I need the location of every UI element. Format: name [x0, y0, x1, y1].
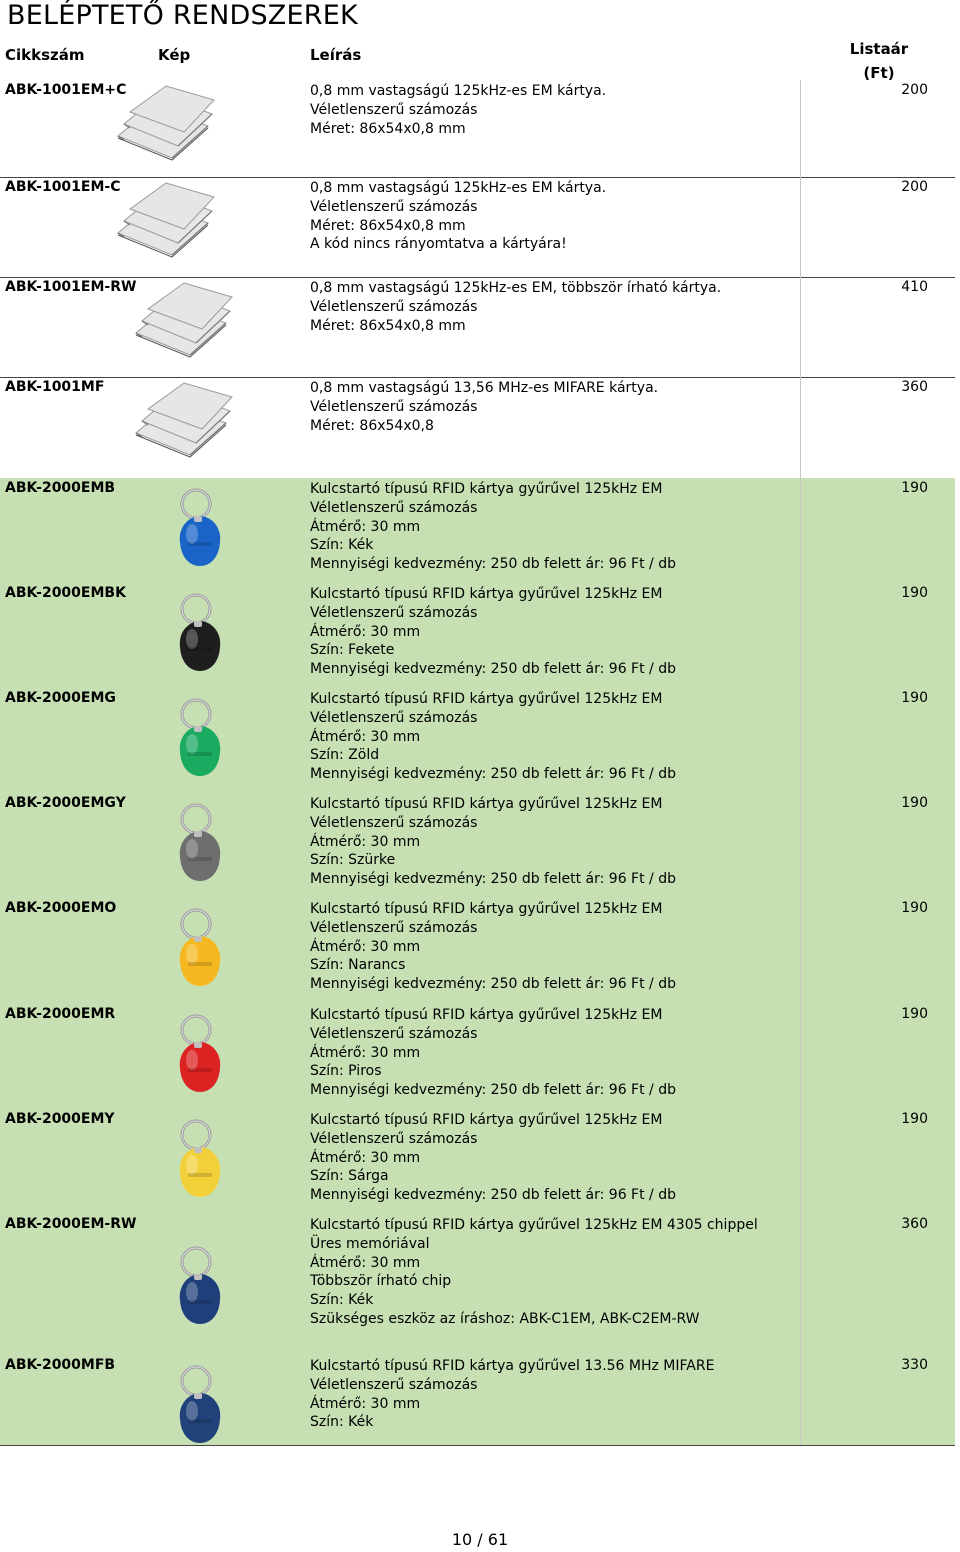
header-image: Kép	[158, 46, 191, 64]
product-price: 190	[901, 900, 928, 916]
table-row	[0, 1109, 955, 1215]
description-line: Kulcstartó típusú RFID kártya gyűrűvel 125kHz EM	[310, 901, 663, 917]
description-line: Átmérő: 30 mm	[310, 938, 421, 955]
description-line: Átmérő: 30 mm	[310, 1254, 421, 1271]
description-line: Méret: 86x54x0,8 mm	[310, 217, 466, 234]
product-description	[310, 900, 676, 994]
table-row	[0, 478, 955, 584]
product-price: 200	[901, 82, 928, 98]
description-line: Átmérő: 30 mm	[310, 1044, 421, 1061]
product-price: 200	[901, 179, 928, 195]
table-row	[0, 898, 955, 1005]
product-price: 190	[901, 1006, 928, 1022]
price-cell	[800, 80, 956, 177]
table-row	[0, 1214, 955, 1356]
table-row	[0, 80, 955, 178]
description-line: Kulcstartó típusú RFID kártya gyűrűvel 125kHz EM	[310, 1007, 663, 1023]
description-line: Véletlenszerű számozás	[310, 101, 478, 118]
page-number: 10 / 61	[451, 1530, 509, 1549]
product-description	[310, 1357, 714, 1432]
rfid-keyfob-image	[170, 906, 230, 996]
description-line: Kulcstartó típusú RFID kártya gyűrűvel 125kHz EM	[310, 586, 663, 602]
table-row	[0, 793, 955, 899]
product-code: ABK-1001MF	[5, 379, 105, 395]
table-row	[0, 377, 955, 479]
description-line: 0,8 mm vastagságú 125kHz-es EM, többször írható kártya.	[310, 280, 722, 296]
product-description	[310, 690, 676, 784]
table-row	[0, 1004, 955, 1110]
product-price: 190	[901, 585, 928, 601]
header-price-label: Listaár	[849, 40, 909, 58]
product-price: 360	[901, 1216, 928, 1232]
description-line: Mennyiségi kedvezmény: 250 db felett ár: 96 Ft / db	[310, 871, 676, 888]
header-code: Cikkszám	[5, 46, 85, 64]
product-code: ABK-2000EMG	[5, 690, 116, 706]
description-line: Véletlenszerű számozás	[310, 604, 478, 621]
product-description	[310, 585, 676, 679]
table-row	[0, 177, 955, 278]
description-line: Szín: Piros	[310, 1063, 382, 1080]
product-price: 360	[901, 379, 928, 395]
rfid-keyfob-image	[170, 1363, 230, 1453]
price-cell	[800, 1355, 956, 1445]
description-line: Véletlenszerű számozás	[310, 1025, 478, 1042]
product-price: 190	[901, 690, 928, 706]
description-line: Átmérő: 30 mm	[310, 623, 421, 640]
price-cell	[800, 793, 956, 898]
product-price: 190	[901, 1111, 928, 1127]
description-line: Szín: Kék	[310, 1414, 374, 1431]
rfid-card-image	[110, 84, 220, 174]
description-line: Mennyiségi kedvezmény: 250 db felett ár: 96 Ft / db	[310, 976, 676, 993]
rfid-keyfob-image	[170, 1117, 230, 1207]
product-code: ABK-2000EMO	[5, 900, 117, 916]
description-line: Kulcstartó típusú RFID kártya gyűrűvel 125kHz EM	[310, 691, 663, 707]
price-cell	[800, 377, 956, 478]
table-row	[0, 277, 955, 378]
description-line: Kulcstartó típusú RFID kártya gyűrűvel 125kHz EM	[310, 481, 663, 497]
description-line: Mennyiségi kedvezmény: 250 db felett ár: 96 Ft / db	[310, 556, 676, 573]
description-line: Szín: Fekete	[310, 642, 395, 659]
product-code: ABK-1001EM-C	[5, 179, 121, 195]
rfid-card-image	[110, 181, 220, 271]
description-line: Mennyiségi kedvezmény: 250 db felett ár: 96 Ft / db	[310, 1082, 676, 1099]
product-description	[310, 279, 721, 335]
product-description	[310, 82, 606, 138]
product-description	[310, 1111, 676, 1205]
description-line: Mennyiségi kedvezmény: 250 db felett ár: 96 Ft / db	[310, 1187, 676, 1204]
rfid-keyfob-image	[170, 696, 230, 786]
product-code: ABK-2000EMR	[5, 1006, 116, 1022]
product-description	[310, 1216, 758, 1329]
price-cell	[800, 898, 956, 1004]
description-line: Véletlenszerű számozás	[310, 919, 478, 936]
product-price: 190	[901, 795, 928, 811]
description-line: 0,8 mm vastagságú 125kHz-es EM kártya.	[310, 83, 607, 99]
description-line: Üres memóriával	[310, 1235, 430, 1252]
rfid-card-image	[128, 381, 238, 471]
description-line: Kulcstartó típusú RFID kártya gyűrűvel 13.56 MHz MIFARE	[310, 1358, 715, 1374]
description-line: Szín: Zöld	[310, 747, 380, 764]
header-description: Leírás	[310, 46, 362, 64]
price-cell	[800, 688, 956, 793]
description-line: Szín: Szürke	[310, 852, 396, 869]
rfid-keyfob-image	[170, 486, 230, 576]
rfid-keyfob-image	[170, 801, 230, 891]
header-price	[834, 37, 924, 85]
rfid-keyfob-image	[170, 591, 230, 681]
product-code: ABK-2000EMB	[5, 480, 116, 496]
product-price: 190	[901, 480, 928, 496]
product-description	[310, 795, 676, 889]
product-code: ABK-1001EM-RW	[5, 279, 137, 295]
price-cell	[800, 1109, 956, 1214]
description-line: Szükséges eszköz az íráshoz: ABK-C1EM, ABK-C2EM-RW	[310, 1310, 700, 1327]
description-line: Méret: 86x54x0,8	[310, 417, 434, 434]
product-description	[310, 379, 658, 435]
product-code: ABK-2000EMBK	[5, 585, 126, 601]
product-price: 410	[901, 279, 928, 295]
description-line: Átmérő: 30 mm	[310, 833, 421, 850]
product-code: ABK-1001EM+C	[5, 82, 127, 98]
price-cell	[800, 277, 956, 377]
description-line: Véletlenszerű számozás	[310, 198, 478, 215]
description-line: Kulcstartó típusú RFID kártya gyűrűvel 125kHz EM	[310, 1112, 663, 1128]
description-line: Többször írható chip	[310, 1273, 452, 1290]
description-line: Véletlenszerű számozás	[310, 398, 478, 415]
description-line: Véletlenszerű számozás	[310, 1376, 478, 1393]
table-row	[0, 583, 955, 689]
description-line: 0,8 mm vastagságú 13,56 MHz-es MIFARE kártya.	[310, 380, 659, 396]
description-line: Véletlenszerű számozás	[310, 814, 478, 831]
description-line: Kulcstartó típusú RFID kártya gyűrűvel 125kHz EM 4305 chippel	[310, 1217, 758, 1233]
price-cell	[800, 583, 956, 688]
description-line: 0,8 mm vastagságú 125kHz-es EM kártya.	[310, 180, 607, 196]
description-line: Mennyiségi kedvezmény: 250 db felett ár: 96 Ft / db	[310, 766, 676, 783]
product-code: ABK-2000EMGY	[5, 795, 126, 811]
description-line: Méret: 86x54x0,8 mm	[310, 120, 466, 137]
description-line: Véletlenszerű számozás	[310, 709, 478, 726]
rfid-keyfob-image	[170, 1244, 230, 1334]
price-cell	[800, 478, 956, 583]
description-line: Szín: Narancs	[310, 957, 406, 974]
product-code: ABK-2000EMY	[5, 1111, 115, 1127]
description-line: Kulcstartó típusú RFID kártya gyűrűvel 125kHz EM	[310, 796, 663, 812]
description-line: Méret: 86x54x0,8 mm	[310, 317, 466, 334]
rfid-keyfob-image	[170, 1012, 230, 1102]
product-description	[310, 480, 676, 574]
description-line: Véletlenszerű számozás	[310, 499, 478, 516]
description-line: Átmérő: 30 mm	[310, 1149, 421, 1166]
product-price: 330	[901, 1357, 928, 1373]
product-code: ABK-2000EM-RW	[5, 1216, 137, 1232]
product-description	[310, 1006, 676, 1100]
description-line: Szín: Kék	[310, 537, 374, 554]
page-title: BELÉPTETŐ RENDSZEREK	[7, 0, 358, 31]
header-price-unit: (Ft)	[863, 64, 895, 82]
description-line: Mennyiségi kedvezmény: 250 db felett ár: 96 Ft / db	[310, 661, 676, 678]
description-line: Átmérő: 30 mm	[310, 728, 421, 745]
table-row	[0, 1355, 955, 1446]
description-line: Átmérő: 30 mm	[310, 518, 421, 535]
description-line: Véletlenszerű számozás	[310, 1130, 478, 1147]
description-line: Véletlenszerű számozás	[310, 298, 478, 315]
price-cell	[800, 1214, 956, 1355]
description-line: Szín: Kék	[310, 1292, 374, 1309]
price-cell	[800, 177, 956, 277]
rfid-card-image	[128, 281, 238, 371]
product-code: ABK-2000MFB	[5, 1357, 116, 1373]
table-row	[0, 688, 955, 794]
price-cell	[800, 1004, 956, 1109]
description-line: Átmérő: 30 mm	[310, 1395, 421, 1412]
product-description	[310, 179, 606, 254]
description-line: Szín: Sárga	[310, 1168, 389, 1185]
description-line: A kód nincs rányomtatva a kártyára!	[310, 236, 567, 253]
